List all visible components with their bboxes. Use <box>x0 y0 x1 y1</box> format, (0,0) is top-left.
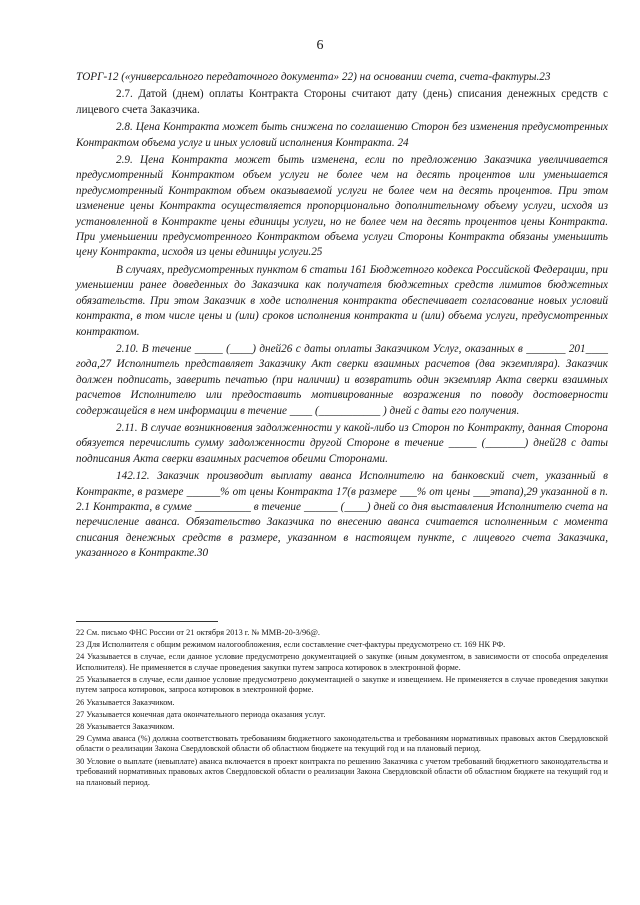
footnote-22: 22 См. письмо ФНС России от 21 октября 2013 г. № ММВ-20-3/96@. <box>76 628 320 637</box>
footnote-27: 27 Указывается конечная дата окончательного периода оказания услуг. <box>76 709 326 719</box>
paragraph-torg12: ТОРГ-12 («универсального передаточного документа» 22) на основании счета, счета-фактуры.23 <box>76 71 551 83</box>
paragraph-budget-code: В случаях, предусмотренных пунктом 6 статьи 161 Бюджетного кодекса Российской Федерации, при уменьшении ранее доведенных до Заказчика как получателя бюджетных средств лимитов бюджетных обязательств. При этом Заказчик в ходе исполнения контракта обеспечивает согласование новых условий контракта, в том числе цены и (или) сроков исполнения контракта и (или) объема услуги, предусмотренных контрактом. <box>76 263 608 338</box>
footnote-26: 26 Указывается Заказчиком. <box>76 697 175 707</box>
paragraph-2-8: 2.8. Цена Контракта может быть снижена по соглашению Сторон без изменения предусмотренных Контрактом объема услуг и иных условий исполнения Контракта. 24 <box>76 121 608 149</box>
page-number: 6 <box>316 38 324 53</box>
footnote-divider <box>76 621 218 622</box>
footnote-29: 29 Сумма аванса (%) должна соответствовать требованиям бюджетного законодательства и требованиям нормативных правовых актов Свердловской области о реализации Закона Свердловской области об областном бюджете на текущий год и на плановый период. <box>76 733 608 754</box>
paragraph-2-11: 2.11. В случае возникновения задолженности у какой-либо из Сторон по Контракту, данная Сторона обязуется перечислить сумму задолженности другой Стороне в течение _____ (_______) дней28 с даты подписания Акта сверки взаимных расчетов обеими Сторонами. <box>76 421 608 465</box>
document-body <box>76 70 608 564</box>
footnote-24: 24 Указывается в случае, если данное условие предусмотрено документацией о закупке (иным документом, в зависимости от способа определения Исполнителя). Не применяется в случае проведения закупки путем запроса котировок в электронной форме. <box>76 652 608 672</box>
footnote-25: 25 Указывается в случае, если данное условие предусмотрено документацией о закупке и извещением. Не применяется в случае проведения закупки путем запроса котировок, запроса котировок в электронной форме. <box>76 674 608 695</box>
footnote-30: 30 Условие о выплате (невыплате) аванса включается в проект контракта по решению Заказчика с учетом требований бюджетного законодательства и требований нормативных правовых актов Свердловской области о реализации Закона Свердловской области об областном бюджете на текущий год и на плановый период. <box>76 756 608 787</box>
footnote-28: 28 Указывается Заказчиком. <box>76 721 175 731</box>
paragraph-2-7: 2.7. Датой (днем) оплаты Контракта Стороны считают дату (день) списания денежных средств с лицевого счета Заказчика. <box>76 88 608 116</box>
paragraph-2-9: 2.9. Цена Контракта может быть изменена, если по предложению Заказчика увеличивается предусмотренный Контрактом объем услуги не более чем на десять процентов или уменьшается предусмотренный Контрактом объем оказываемой услуги не более чем на десять процентов. При этом изменение цены Контракта осуществляется пропорционально дополнительному объему услуги, исходя из установленной в Контракте цены единицы услуги, но не более чем на десять процентов цены Контракта. При уменьшении предусмотренного Контрактом объема услуги Стороны Контракта обязаны уменьшить цену Контракта, исходя из цены единицы услуги.25 <box>76 154 608 259</box>
paragraph-2-10: 2.10. В течение _____ (____) дней26 с даты оплаты Заказчиком Услуг, оказанных в _______ 201____ года,27 Исполнитель представляет Заказчику Акт сверки взаимных расчетов (два экземпляра). Заказчик должен подписать, заверить печатью (при наличии) и возвратить один экземпляр Акта сверки взаимных расчетов Исполнителю или предоставить мотивированные возражения по поводу достоверности содержащейся в нем информации в течение ____ (___________ ) дней с даты его получения. <box>76 342 608 417</box>
footnotes <box>76 628 608 790</box>
footnote-23: 23 Для Исполнителя с общим режимом налогообложения, если составление счет-фактуры предусмотрено ст. 169 НК РФ. <box>76 640 506 650</box>
paragraph-2-12: 142.12. Заказчик производит выплату аванса Исполнителю на банковский счет, указанный в Контракте, в размере ______% от цены Контракта 17(в размере ___% от цены ___этапа),29 указанной в п. 2.1 Контракта, в сумме __________ в течение ______ (____) дней со дня выставления Исполнителю счета на перечисление аванса. Обязательство Заказчика по внесению аванса считается исполненным с момента списания денежных средств в размере, указанном в настоящем пункте, с лицевого счета Заказчика, указанного в Контракте.30 <box>76 470 608 560</box>
